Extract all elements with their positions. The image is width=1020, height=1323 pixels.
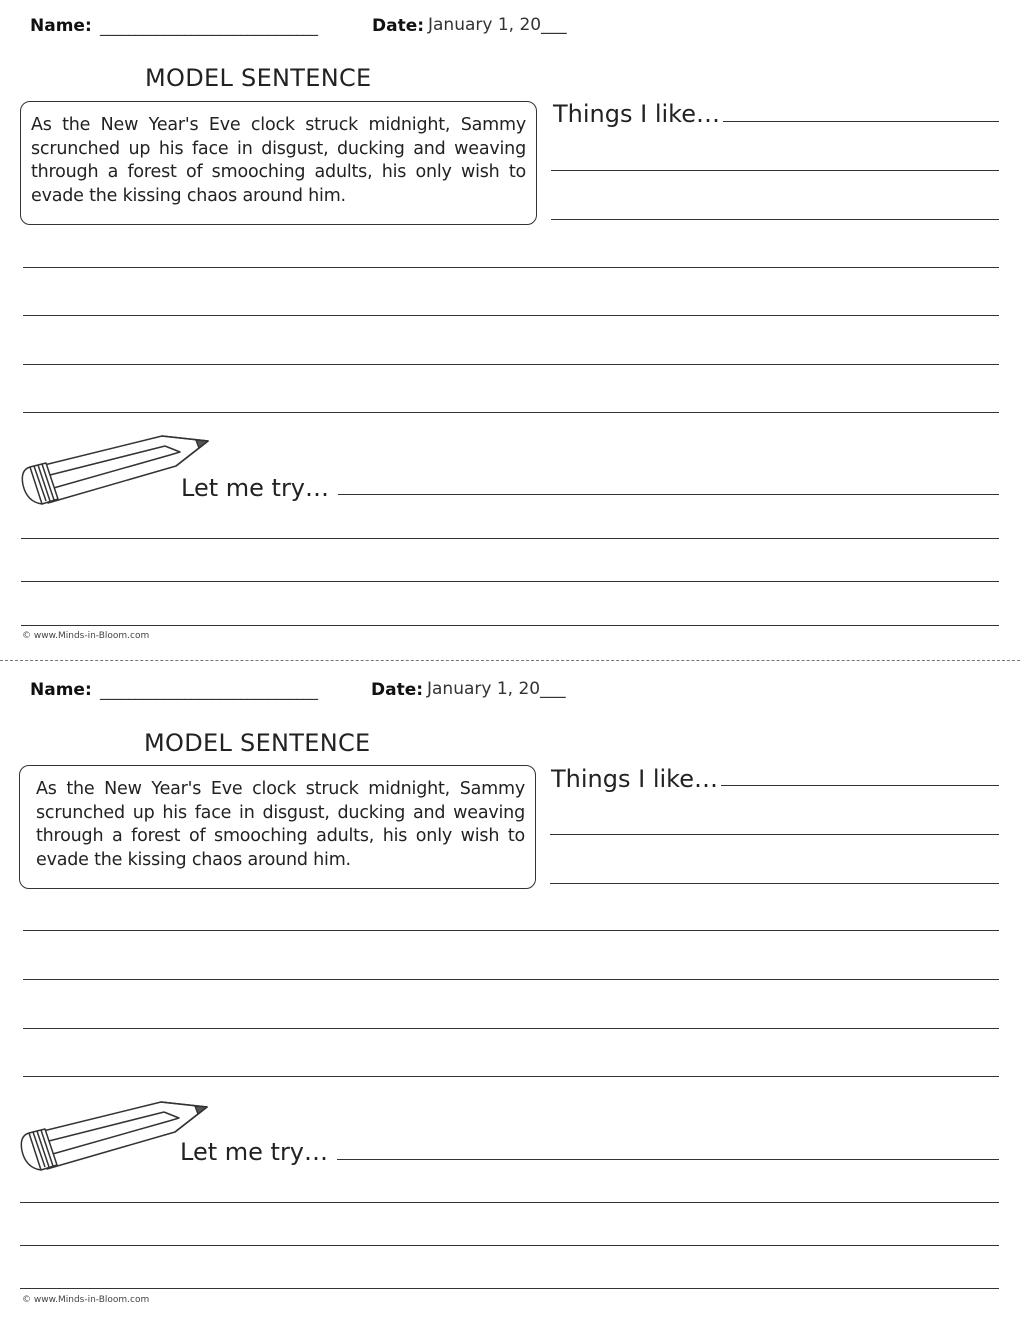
writing-line[interactable] [21, 625, 999, 626]
worksheet-bottom [0, 663, 1020, 1323]
date-value[interactable]: January 1, 20___ [427, 679, 566, 699]
model-sentence-text: As the New Year's Eve clock struck midnight, Sammy scrunched up his face in disgust, ducking and weaving through a forest of smooching adults, his only wish to evade the kissing chaos around him. [31, 115, 526, 206]
name-field[interactable]: _______________________________ [100, 681, 317, 700]
model-sentence-box [19, 765, 536, 889]
date-label: Date: [372, 16, 425, 36]
model-sentence-box [20, 101, 537, 225]
writing-line[interactable] [23, 930, 999, 931]
name-field[interactable]: _______________________________ [100, 17, 317, 36]
let-me-try-line[interactable] [337, 1159, 999, 1160]
writing-line[interactable] [21, 581, 999, 582]
copyright-text: © www.Minds-in-Bloom.com [22, 631, 150, 641]
writing-line[interactable] [23, 315, 999, 316]
let-me-try-prompt: Let me try… [181, 474, 330, 502]
model-sentence-title: MODEL SENTENCE [145, 64, 372, 92]
writing-line[interactable] [23, 267, 999, 268]
model-sentence-text: As the New Year's Eve clock struck midnight, Sammy scrunched up his face in disgust, ducking and weaving through a forest of smooching adults, his only wish to evade the kissing chaos around him. [36, 779, 525, 870]
writing-line[interactable] [23, 1076, 999, 1077]
writing-line[interactable] [20, 1202, 999, 1203]
worksheet-top [0, 0, 1020, 660]
writing-line[interactable] [23, 364, 999, 365]
let-me-try-prompt: Let me try… [180, 1138, 329, 1166]
writing-line[interactable] [550, 883, 999, 884]
writing-line[interactable] [20, 1288, 999, 1289]
cut-line-divider [0, 660, 1020, 661]
writing-line[interactable] [20, 1245, 999, 1246]
model-sentence-title: MODEL SENTENCE [144, 729, 371, 757]
name-label: Name: [30, 16, 92, 36]
things-i-like-prompt: Things I like… [551, 765, 718, 793]
writing-line[interactable] [551, 219, 999, 220]
let-me-try-line[interactable] [338, 494, 999, 495]
writing-line[interactable] [23, 979, 999, 980]
date-label: Date: [371, 680, 424, 700]
date-value[interactable]: January 1, 20___ [428, 15, 567, 35]
copyright-text: © www.Minds-in-Bloom.com [22, 1295, 150, 1305]
writing-line[interactable] [23, 412, 999, 413]
things-i-like-prompt: Things I like… [553, 100, 720, 128]
writing-line[interactable] [551, 170, 999, 171]
writing-line[interactable] [23, 1028, 999, 1029]
name-label: Name: [30, 680, 92, 700]
things-i-like-line[interactable] [721, 785, 999, 786]
writing-line[interactable] [21, 538, 999, 539]
things-i-like-line[interactable] [723, 121, 999, 122]
writing-line[interactable] [550, 834, 999, 835]
